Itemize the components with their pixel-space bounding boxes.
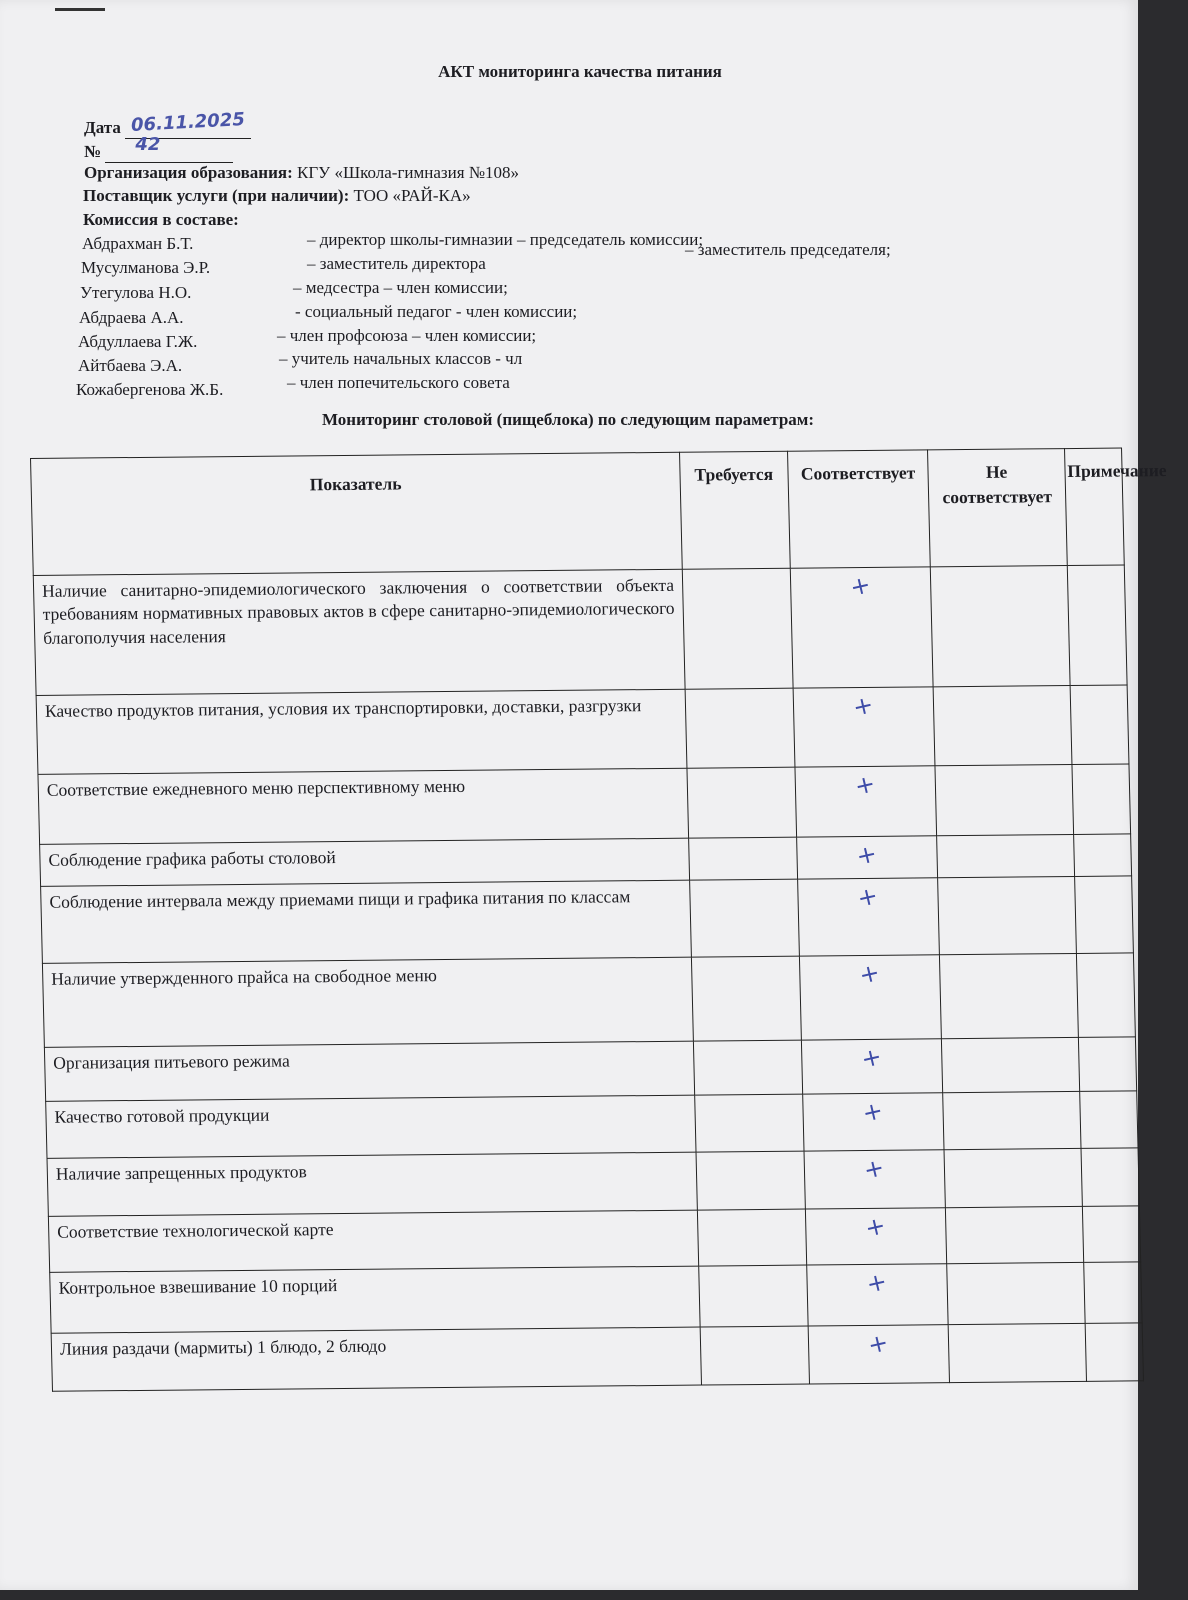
member-name: Абдрахман Б.Т. (82, 234, 194, 253)
section-title: Мониторинг столовой (пищеблока) по следующим параметрам: (321, 410, 815, 429)
note-cell (1083, 1262, 1142, 1323)
note-cell (1078, 1037, 1136, 1092)
required-cell (693, 1040, 802, 1095)
not-complies-cell (938, 877, 1076, 955)
handwritten-check-mark: + (854, 839, 881, 871)
indicator-cell: Качество готовой продукции (46, 1096, 696, 1159)
supplier-value: ТОО «РАЙ-КА» (353, 186, 471, 205)
member-name: Утегулова Н.О. (80, 283, 192, 302)
member-role: – заместитель директора (307, 254, 486, 273)
date-label: Дата (84, 118, 121, 137)
indicator-cell: Соответствие ежедневного меню перспективному меню (38, 768, 689, 845)
complies-cell (795, 765, 937, 837)
complies-cell (790, 566, 934, 688)
indicator-cell: Наличие запрещенных продуктов (47, 1152, 697, 1217)
required-cell (695, 1094, 804, 1151)
not-complies-cell (934, 686, 1072, 766)
header-indicator: Показатель (31, 452, 683, 575)
commission-label: Комиссия в составе: (83, 210, 239, 229)
number-row (84, 134, 233, 163)
member-name: Абдраева А.А. (79, 308, 184, 327)
handwritten-check-mark: + (864, 1267, 891, 1300)
member-name: Кожабергенова Ж.Б. (76, 380, 224, 399)
complies-cell (802, 1093, 944, 1151)
note-cell (1085, 1322, 1144, 1381)
note-cell (1072, 764, 1131, 835)
required-cell (688, 837, 797, 880)
member-role: – медсестра – член комиссии; (293, 278, 508, 297)
member-name: Айтбаева Э.А. (78, 356, 183, 375)
note-cell (1079, 1091, 1138, 1148)
required-cell (687, 767, 796, 838)
required-cell (696, 1151, 805, 1210)
header-complies: Соответствует (787, 450, 931, 568)
indicator-cell: Соблюдение интервала между приемами пищи и графика питания по классам (41, 880, 692, 963)
deputy-chair-role: – заместитель председателя; (685, 240, 891, 259)
handwritten-check-mark: + (850, 690, 877, 723)
note-cell (1076, 953, 1135, 1038)
handwritten-check-mark: + (861, 1152, 888, 1185)
note-cell (1067, 565, 1127, 686)
handwritten-check-mark: + (852, 768, 879, 801)
organization-value: КГУ «Школа-гимназия №108» (297, 163, 520, 182)
member-role: – учитель начальных классов - чл (279, 349, 523, 368)
table-row (48, 1206, 1140, 1273)
indicator-cell: Организация питьевого режима (44, 1041, 694, 1101)
handwritten-check-mark: + (865, 1327, 892, 1360)
member-role: – член попечительского совета (287, 373, 510, 392)
required-cell (691, 956, 801, 1041)
table-row (51, 1322, 1143, 1391)
staple-mark (55, 8, 105, 11)
complies-cell (797, 878, 940, 956)
complies-cell (793, 687, 936, 767)
complies-cell (808, 1324, 950, 1384)
note-cell (1073, 834, 1131, 877)
header-required: Требуется (679, 451, 790, 569)
not-complies-cell (940, 953, 1078, 1039)
member-role: - социальный педагог - член комиссии; (295, 302, 578, 321)
indicator-cell: Контрольное взвешивание 10 порций (50, 1266, 700, 1333)
table-row (36, 685, 1129, 774)
number-value: 42 (135, 134, 161, 155)
required-cell (700, 1326, 809, 1385)
not-complies-cell (947, 1263, 1085, 1325)
note-cell (1081, 1148, 1140, 1207)
complies-cell (806, 1264, 948, 1326)
handwritten-check-mark: + (858, 1042, 885, 1074)
not-complies-cell (937, 835, 1074, 879)
required-cell (682, 568, 793, 690)
note-cell (1074, 876, 1133, 953)
header-note: Примечание (1064, 448, 1124, 565)
not-complies-cell (946, 1206, 1084, 1264)
complies-cell (799, 954, 942, 1040)
header-not-complies: Не соответствует (928, 449, 1067, 567)
handwritten-check-mark: + (860, 1096, 887, 1129)
note-cell (1082, 1206, 1141, 1263)
table-row (50, 1262, 1142, 1333)
not-complies-cell (931, 565, 1070, 687)
handwritten-check-mark: + (847, 569, 874, 602)
handwritten-check-mark: + (856, 957, 883, 990)
required-cell (699, 1265, 808, 1326)
monitoring-table (30, 448, 1167, 1392)
required-cell (689, 879, 799, 956)
member-name: Мусулманова Э.Р. (81, 258, 211, 277)
organization-row (84, 163, 519, 183)
date-value: 06.11.2025 (130, 109, 246, 136)
required-cell (697, 1209, 806, 1266)
complies-cell (801, 1039, 943, 1095)
indicator-cell: Качество продуктов питания, условия их транспортировки, доставки, разгрузки (36, 689, 687, 774)
table-row (38, 764, 1131, 845)
table-row (41, 876, 1134, 963)
document-title: АКТ мониторинга качества питания (438, 62, 722, 81)
indicator-cell: Линия раздачи (мармиты) 1 блюдо, 2 блюдо (51, 1327, 701, 1392)
complies-cell (796, 836, 938, 880)
indicator-cell: Наличие утвержденного прайса на свободное меню (42, 957, 693, 1048)
required-cell (685, 688, 795, 767)
indicator-cell: Соблюдение графика работы столовой (40, 838, 690, 886)
table-row (33, 565, 1127, 696)
member-role: – член профсоюза – член комиссии; (277, 326, 537, 345)
not-complies-cell (949, 1323, 1087, 1383)
table-row (47, 1148, 1139, 1217)
handwritten-check-mark: + (862, 1211, 889, 1243)
not-complies-cell (942, 1038, 1080, 1094)
date-row (84, 109, 251, 139)
not-complies-cell (943, 1092, 1081, 1150)
note-cell (1070, 685, 1129, 764)
organization-label: Организация образования: (84, 163, 293, 182)
table-row (42, 953, 1135, 1048)
table-header-row (31, 448, 1125, 575)
number-line (105, 134, 233, 163)
supplier-row (83, 186, 471, 206)
indicator-cell: Соответствие технологической карте (48, 1210, 698, 1273)
supplier-label: Поставщик услуги (при наличии): (83, 186, 350, 205)
member-role: – директор школы-гимназии – председатель комиссии; (307, 230, 704, 249)
number-label: № (84, 142, 102, 161)
handwritten-check-mark: + (855, 881, 882, 914)
not-complies-cell (935, 764, 1073, 836)
table-row (46, 1091, 1138, 1158)
complies-cell (805, 1208, 947, 1266)
member-name: Абдуллаева Г.Ж. (78, 332, 198, 351)
complies-cell (804, 1149, 946, 1209)
indicator-cell: Наличие санитарно-эпидемиологического заключения о соответствии объекта требованиям нормативных правовых актов в сфере санитарно-эпидемиологического благополучия населения (33, 569, 685, 696)
not-complies-cell (944, 1148, 1082, 1208)
